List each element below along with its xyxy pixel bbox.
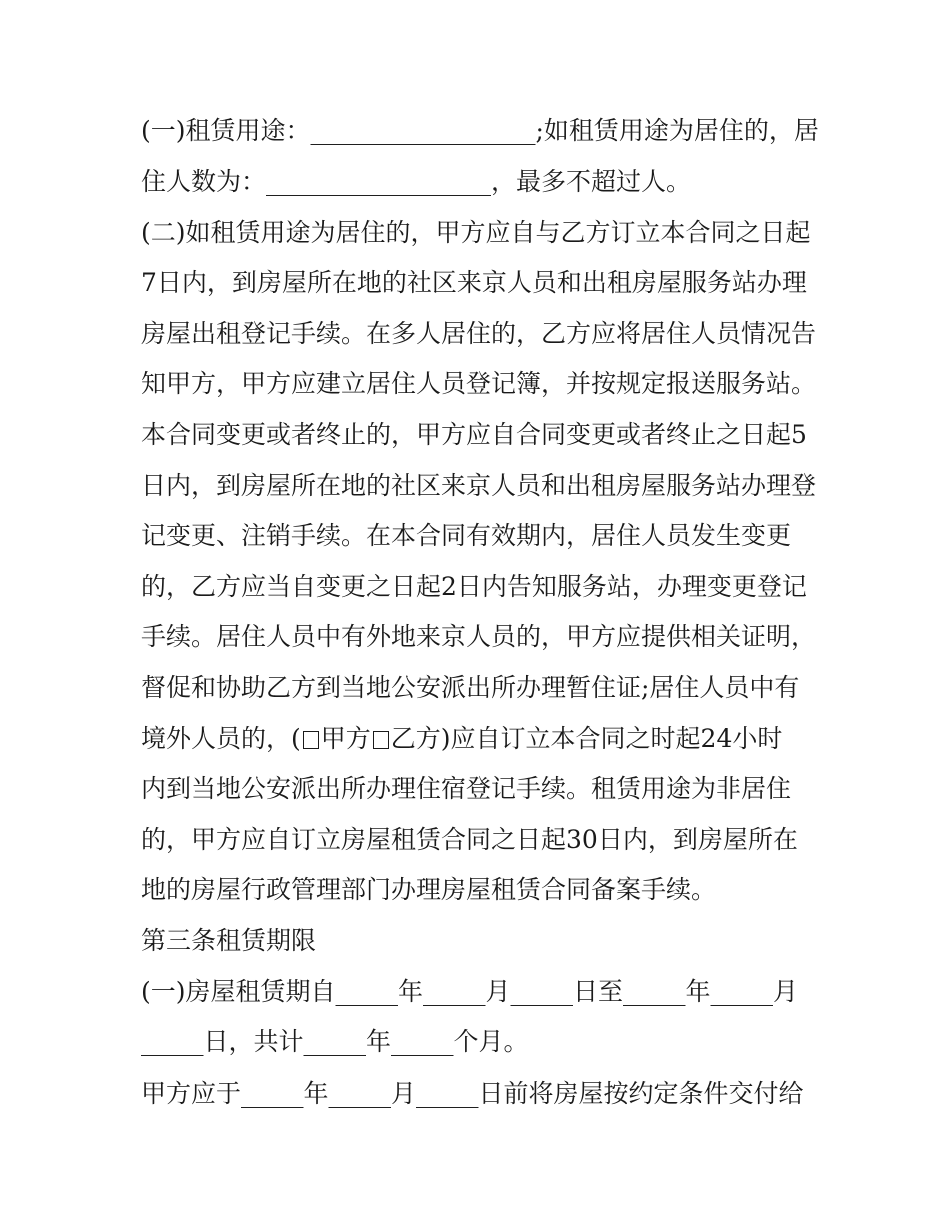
- line-text-after: )应自订立本合同之时起24小时: [440, 724, 783, 753]
- checkbox-party-a-label: 甲方: [320, 724, 371, 753]
- text-line: 地的房屋行政管理部门办理房屋租赁合同备案手续。: [141, 875, 717, 904]
- text-line: 房屋出租登记手续。在多人居住的，乙方应将居住人员情况告: [141, 319, 817, 348]
- text-line: 住人数为：__________________，最多不超过人。: [141, 167, 692, 196]
- line-text-before: 境外人员的，(: [141, 724, 301, 753]
- text-line: 日内，到房屋所在地的社区来京人员和出租房屋服务站办理登: [141, 471, 817, 500]
- text-line: 督促和协助乙方到当地公安派出所办理暂住证;居住人员中有: [141, 673, 800, 702]
- section-heading: 第三条租赁期限: [141, 926, 317, 955]
- text-line: (二)如租赁用途为居住的，甲方应自与乙方订立本合同之日起: [141, 218, 811, 247]
- text-line: 手续。居住人员中有外地来京人员的，甲方应提供相关证明，: [141, 622, 817, 651]
- text-line: 本合同变更或者终止的，甲方应自合同变更或者终止之日起5: [141, 420, 807, 449]
- text-line: 7日内，到房屋所在地的社区来京人员和出租房屋服务站办理: [141, 268, 807, 297]
- checkbox-party-b-label: 乙方: [390, 724, 441, 753]
- text-line: _____日，共计_____年_____个月。: [141, 1027, 529, 1056]
- checkbox-party-b[interactable]: [373, 731, 389, 749]
- text-line: 甲方应于_____年_____月_____日前将房屋按约定条件交付给: [141, 1079, 804, 1108]
- checkbox-party-a[interactable]: [303, 731, 319, 749]
- text-line: 记变更、注销手续。在本合同有效期内，居住人员发生变更: [141, 521, 792, 550]
- text-line: (一)房屋租赁期自_____年_____月_____日至_____年_____月: [141, 977, 799, 1006]
- text-line: 的，乙方应当自变更之日起2日内告知服务站，办理变更登记: [141, 572, 807, 601]
- text-line: (一)租赁用途：__________________;如租赁用途为居住的，居: [141, 116, 819, 145]
- text-line: 知甲方，甲方应建立居住人员登记簿，并按规定报送服务站。: [141, 369, 817, 398]
- text-line: 的，甲方应自订立房屋租赁合同之日起30日内，到房屋所在: [141, 825, 798, 854]
- text-line: 内到当地公安派出所办理住宿登记手续。租赁用途为非居住: [141, 774, 792, 803]
- text-line-with-checkboxes: [141, 722, 782, 756]
